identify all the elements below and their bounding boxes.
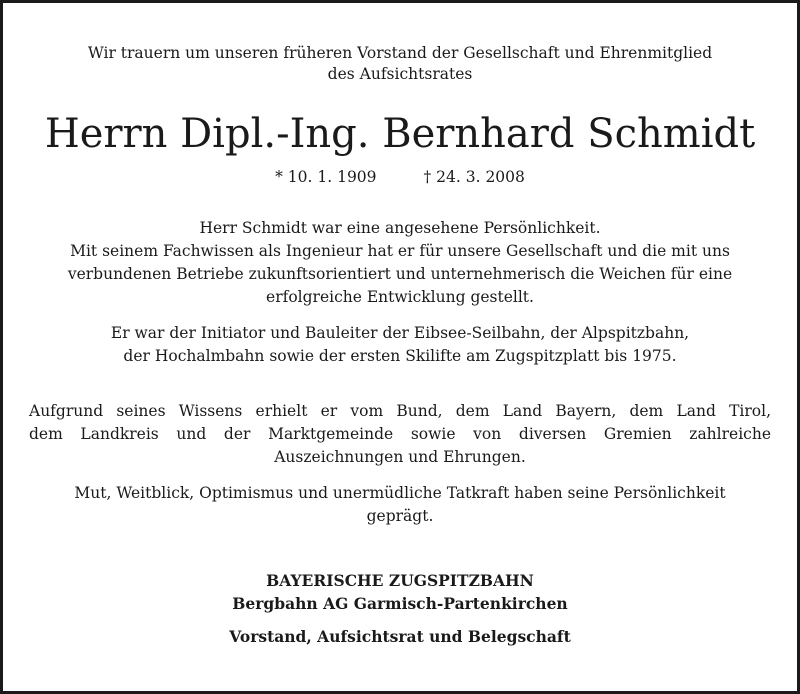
intro-line: des Aufsichtsrates bbox=[327, 65, 473, 83]
deceased-name: Herrn Dipl.-Ing. Bernhard Schmidt bbox=[44, 111, 756, 157]
tribute-paragraph-2 bbox=[29, 322, 771, 368]
closing-signature bbox=[33, 625, 767, 648]
paragraph-line: verbundenen Betriebe zukunftsorientiert und unternehmerisch die Weichen für eine bbox=[67, 265, 733, 283]
company-name: BAYERISCHE ZUGSPITZBAHN bbox=[266, 571, 534, 590]
intro-line: Wir trauern um unseren früheren Vorstand der Gesellschaft und Ehrenmitglied bbox=[87, 44, 713, 62]
tribute-paragraph-4 bbox=[29, 482, 771, 528]
tribute-paragraph-1 bbox=[29, 217, 771, 309]
paragraph-line: Mit seinem Fachwissen als Ingenieur hat er für unsere Gesellschaft und die mit uns bbox=[70, 242, 730, 260]
death-date: † 24. 3. 2008 bbox=[423, 168, 525, 186]
company-signature bbox=[33, 569, 767, 615]
paragraph-line: erfolgreiche Entwicklung gestellt. bbox=[266, 288, 534, 306]
closing-line: Vorstand, Aufsichtsrat und Belegschaft bbox=[229, 627, 571, 646]
paragraph-line: Mut, Weitblick, Optimismus und unermüdliche Tatkraft haben seine Persönlichkeit bbox=[74, 484, 726, 502]
paragraph-line: Er war der Initiator und Bauleiter der Eibsee-Seilbahn, der Alpspitzbahn, bbox=[110, 324, 690, 342]
paragraph-line: dem Landkreis und der Marktgemeinde sowie von diversen Gremien zahlreiche bbox=[29, 425, 771, 443]
paragraph-line: Auszeichnungen und Ehrungen. bbox=[274, 448, 526, 466]
tribute-paragraph-3 bbox=[29, 400, 771, 469]
company-subtitle: Bergbahn AG Garmisch-Partenkirchen bbox=[232, 594, 568, 613]
paragraph-line: Aufgrund seines Wissens erhielt er vom Bund, dem Land Bayern, dem Land Tirol, bbox=[29, 402, 771, 420]
life-dates bbox=[33, 166, 767, 188]
intro-text bbox=[33, 43, 767, 85]
paragraph-line: geprägt. bbox=[366, 507, 434, 525]
paragraph-line: der Hochalmbahn sowie der ersten Skilifte am Zugspitzplatt bis 1975. bbox=[123, 347, 677, 365]
birth-date: * 10. 1. 1909 bbox=[275, 168, 377, 186]
paragraph-line: Herr Schmidt war eine angesehene Persönlichkeit. bbox=[199, 219, 601, 237]
